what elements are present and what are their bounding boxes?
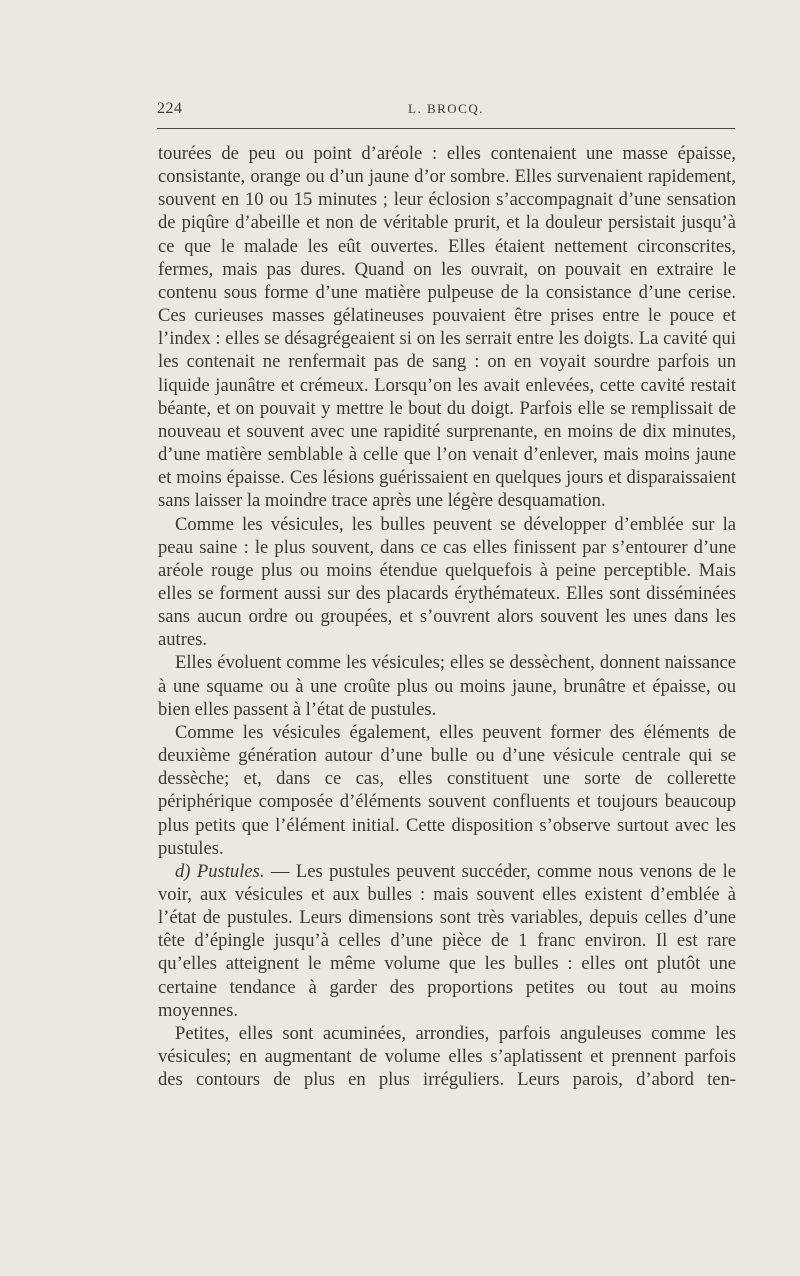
paragraph-continuation: tourées de peu ou point d’aréole : elles contenaient une masse épaisse, consistante, orange ou d’un jaune d’or sombre. Elles survenaient rapidement, souvent en 10 ou 15 minutes ; leur éclosion s’accompagnait d’une sensation de piqûre d’abeille et non de véritable prurit, et la douleur persistait jusqu’à ce que le malade les eût ouvertes. Elles étaient nettement circonscrites, fermes, mais pas dures. Quand on les ouvrait, on pouvait en extraire le contenu sous forme d’une matière pulpeuse de la consistance d’une cerise. Ces curieuses masses gélatineuses pouvaient être prises entre le pouce et l’index : elles se désagrégeaient si on les serrait entre les doigts. La cavité qui les contenait ne renfermait pas de sang : on en voyait sourdre parfois un liquide jaunâtre et crémeux. Lorsqu’on les avait enlevées, cette cavité restait béante, et on pouvait y mettre le bout du doigt. Parfois elle se remplissait de nouveau et souvent avec une rapidité surprenante, en moins de dix minutes, d’une matière semblable à celle que l’on venait d’enlever, mais moins jaune et moins épaisse. Ces lésions guérissaient en quelques jours et disparaissaient sans laisser la moindre trace après une légère desquamation. — [158, 143, 736, 512]
section-label-pustules: d) Pustules. — [175, 860, 265, 882]
paragraph-pustules-forme: Petites, elles sont acuminées, arrondies, parfois anguleuses comme les vésicules; en augmentant de volume elles s’aplatissent et prennent parfois des contours de plus en plus irréguliers. Leurs parois, d’abord ten- — [158, 1022, 736, 1091]
header-rule — [157, 128, 735, 129]
page-number: 224 — [157, 100, 183, 117]
running-head: L. BROCQ. — [408, 101, 484, 116]
paragraph-bulles-evolution: Elles évoluent comme les vésicules; elles se dessèchent, donnent naissance à une squame ou à une croûte plus ou moins jaune, brunâtre et épaisse, ou bien elles passent à l’état de pustules. — [158, 652, 736, 720]
paragraph-pustules — [158, 860, 736, 1022]
paragraph-pustules-text: — Les pustules peuvent succéder, comme nous venons de le voir, aux vésicules et aux bulles : mais souvent elles existent d’emblée à l’état de pustules. Leurs dimensions sont très variables, depuis celles d’une tête d’épingle jusqu’à celles d’une pièce de 1 franc environ. Il est rare qu’elles atteignent le même volume que les bulles : elles ont plutôt une certaine tendance à garder des proportions petites ou tout au moins moyennes. — [158, 860, 736, 1021]
paragraph-bulles-deuxieme-generation: Comme les vésicules également, elles peuvent former des éléments de deuxième génération autour d’une bulle ou d’une vésicule centrale qui se dessèche; et, dans ce cas, elles constituent une sorte de collerette périphérique composée d’éléments souvent confluents et toujours beaucoup plus petits que l’élément initial. Cette disposition s’observe surtout avec les pustules. — [158, 721, 736, 859]
page-header — [157, 100, 735, 124]
paragraph-bulles-peau-saine: Comme les vésicules, les bulles peuvent se développer d’emblée sur la peau saine : le plus souvent, dans ce cas elles finissent par s’entourer d’une aréole rouge plus ou moins étendue quelquefois à peine perceptible. Mais elles se forment aussi sur des placards érythémateux. Elles sont disséminées sans aucun ordre ou groupées, et s’ouvrent alors souvent les unes dans les autres. — [158, 513, 736, 651]
body-text — [158, 142, 736, 1091]
